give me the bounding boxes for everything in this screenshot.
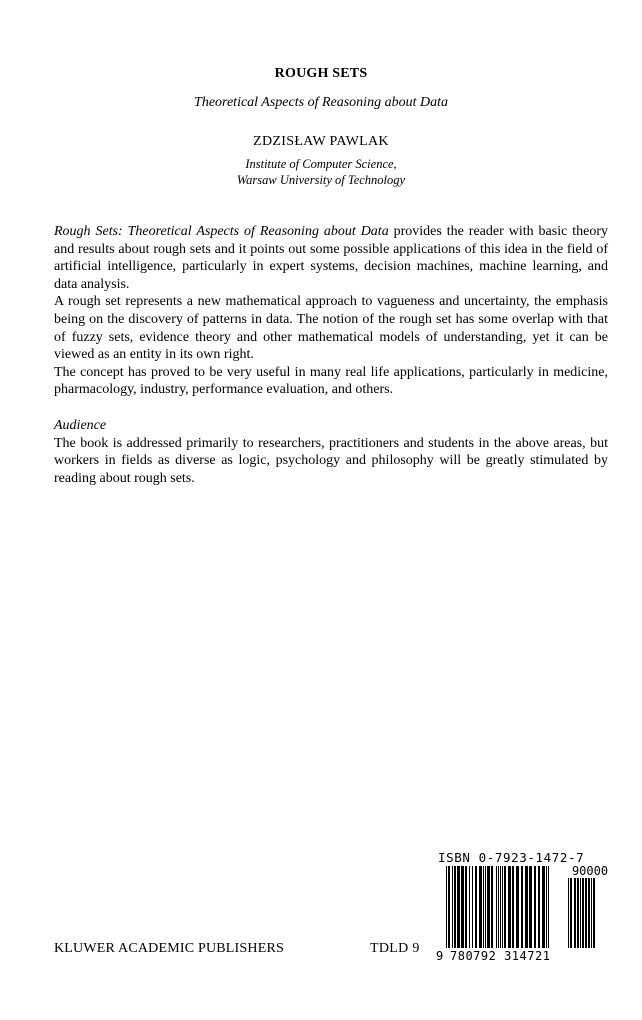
barcode-bar <box>465 866 467 948</box>
price-code-text: 90000 <box>571 864 609 878</box>
description-book-title: Rough Sets: Theoretical Aspects of Reasoning about Data <box>54 224 389 239</box>
barcode-bar <box>542 866 545 948</box>
barcode-bar <box>446 866 447 948</box>
barcode-bar <box>485 866 486 948</box>
barcode-bar <box>483 866 484 948</box>
barcode-bar <box>500 866 501 948</box>
barcode-bar <box>472 866 473 948</box>
barcode-bar <box>448 866 449 948</box>
addon-bar <box>588 878 590 948</box>
barcode-bar <box>529 866 532 948</box>
barcode-bar <box>454 866 456 948</box>
barcode-bar <box>508 866 511 948</box>
barcode-bar <box>449 866 450 948</box>
description-paragraph-3: The concept has proved to be very useful in many real life applications, particularly in medicine, pharmacology, industry, performance evaluation, and others. <box>54 364 608 398</box>
barcode-block <box>432 850 620 962</box>
description-paragraph-2: A rough set represents a new mathematical approach to vagueness and uncertainty, the emphasis being on the discovery of patterns in data. The notion of the rough set has some overlap with that of fuzzy sets, evidence theory and other mathematical models of understanding, yet it can be viewed as an entity in its own right. <box>54 294 608 363</box>
price-addon-bars <box>568 878 595 948</box>
addon-bar <box>570 878 572 948</box>
barcode-bar <box>502 866 503 948</box>
ean-barcode-bars <box>446 866 549 948</box>
addon-bar <box>591 878 592 948</box>
description-paragraph-1 <box>54 223 608 293</box>
barcode-bar <box>498 866 499 948</box>
barcode-bar <box>521 866 523 948</box>
barcode-bar <box>496 866 497 948</box>
barcode-bar <box>452 866 453 948</box>
publisher-name: KLUWER ACADEMIC PUBLISHERS <box>54 941 284 956</box>
barcode-bar <box>479 866 482 948</box>
addon-bar <box>582 878 584 948</box>
addon-bar <box>577 878 579 948</box>
ean-digits-text: 780792 314721 <box>450 949 551 962</box>
addon-bar <box>593 878 595 948</box>
addon-bar <box>585 878 587 948</box>
catalog-code: TDLD 9 <box>370 941 420 956</box>
barcode-bar <box>491 866 493 948</box>
author-name: ZDZISŁAW PAWLAK <box>253 134 389 149</box>
barcode-bar <box>538 866 540 948</box>
affiliation-line-2: Warsaw University of Technology <box>236 173 406 187</box>
barcode-bar <box>534 866 536 948</box>
barcode-bar <box>548 866 549 948</box>
addon-bar <box>574 878 576 948</box>
description-block <box>54 223 608 487</box>
barcode-bar <box>469 866 470 948</box>
barcode-bar <box>475 866 477 948</box>
isbn-text: ISBN 0-7923-1472-7 <box>438 850 585 865</box>
addon-bar <box>568 878 569 948</box>
author-affiliation <box>0 156 642 188</box>
barcode-bar <box>457 866 460 948</box>
barcode-bar <box>546 866 547 948</box>
ean-prefix-digit: 9 <box>436 949 444 962</box>
affiliation-line-1: Institute of Computer Science, <box>245 157 397 171</box>
book-subtitle: Theoretical Aspects of Reasoning about Data <box>194 95 448 110</box>
barcode-bar <box>504 866 506 948</box>
description-paragraph-1-text: provides the reader with basic theory and results about rough sets and it points out some possible applications of this idea in the field of artificial intelligence, particularly in expert systems, decision machines, machine learning, and data analysis. <box>54 224 608 292</box>
barcode-bar <box>461 866 464 948</box>
barcode-bar <box>525 866 528 948</box>
addon-bar <box>580 878 581 948</box>
barcode-bar <box>516 866 519 948</box>
barcode <box>432 864 620 962</box>
barcode-bar <box>487 866 490 948</box>
audience-text: The book is addressed primarily to researchers, practitioners and students in the above areas, but workers in fields as diverse as logic, psychology and philosophy will be greatly stimulated by reading about rough sets. <box>54 435 608 486</box>
barcode-bar <box>512 866 514 948</box>
book-title: ROUGH SETS <box>274 66 368 81</box>
audience-heading: Audience <box>54 417 107 433</box>
